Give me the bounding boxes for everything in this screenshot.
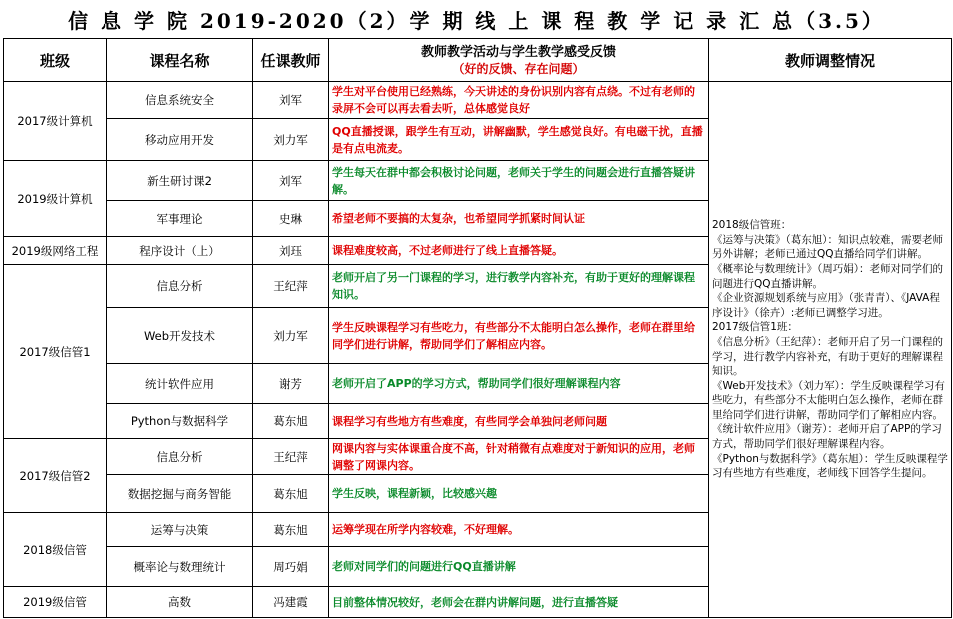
header-feedback — [329, 39, 709, 82]
feedback-cell: 老师对同学们的问题进行QQ直播讲解 — [329, 547, 709, 587]
course-cell: 军事理论 — [107, 201, 253, 237]
class-cell: 2019级计算机 — [4, 161, 107, 237]
teacher-cell: 王纪萍 — [253, 265, 329, 308]
header-teacher: 任课教师 — [253, 39, 329, 82]
class-cell: 2018级信管 — [4, 513, 107, 587]
course-cell: 高数 — [107, 587, 253, 618]
feedback-cell: 课程难度较高，不过老师进行了线上直播答疑。 — [329, 237, 709, 265]
teacher-cell: 史琳 — [253, 201, 329, 237]
table-row — [4, 82, 952, 119]
page-title: 信 息 学 院 2019-2020（2）学 期 线 上 课 程 教 学 记 录 汇 总（3.5） — [68, 8, 885, 33]
course-cell: Web开发技术 — [107, 308, 253, 364]
feedback-cell: 目前整体情况较好，老师会在群内讲解问题，进行直播答疑 — [329, 587, 709, 618]
adjustment-line: 《统计软件应用》（谢芳）：老师开启了APP的学习方式，帮助同学们很好理解课程内容。 — [712, 423, 942, 451]
course-cell: Python与数据科学 — [107, 404, 253, 439]
adjustment-line: 《Python与数据科学》（葛东旭）：学生反映课程学习有些地方有些难度，老师线下回答学生提问。 — [712, 452, 948, 480]
course-cell: 信息系统安全 — [107, 82, 253, 119]
course-cell: 移动应用开发 — [107, 119, 253, 161]
feedback-cell: QQ直播授课，跟学生有互动，讲解幽默，学生感觉良好。有电磁干扰，直播是有点电流麦。 — [329, 119, 709, 161]
feedback-cell: 课程学习有些地方有些难度，有些同学会单独问老师问题 — [329, 404, 709, 439]
feedback-cell: 网课内容与实体课重合度不高，针对稍微有点难度对于新知识的应用，老师调整了网课内容。 — [329, 439, 709, 475]
class-cell: 2017级信管2 — [4, 439, 107, 513]
teacher-cell: 葛东旭 — [253, 475, 329, 513]
adjustment-line: 《企业资源规划系统与应用》（张青青）、《JAVA程序设计》（徐卉）:老师已调整学习进。 — [712, 292, 940, 319]
feedback-cell: 学生反映，课程新颖，比较感兴趣 — [329, 475, 709, 513]
course-cell: 新生研讨课2 — [107, 161, 253, 201]
teacher-cell: 刘军 — [253, 82, 329, 119]
teacher-cell: 刘力军 — [253, 308, 329, 364]
teacher-cell: 刘力军 — [253, 119, 329, 161]
adjustment-line: 《Web开发技术》（刘力军）：学生反映课程学习有些吃力，有些部分不太能明白怎么操作，老师在群里给同学们进行讲解，帮助同学们了解相应内容。 — [712, 379, 945, 421]
header-row — [4, 39, 952, 82]
class-cell: 2019级信管 — [4, 587, 107, 618]
summary-table — [3, 38, 952, 618]
feedback-cell: 希望老师不要搞的太复杂，也希望同学抓紧时间认证 — [329, 201, 709, 237]
feedback-cell: 学生反映课程学习有些吃力，有些部分不太能明白怎么操作，老师在群里给同学们进行讲解，帮助同学们了解相应内容。 — [329, 308, 709, 364]
adjustment-line: 《运筹与决策》（葛东旭）：知识点较难，需要老师另外讲解；老师已通过QQ直播给同学们讲解。 — [712, 233, 943, 261]
teacher-cell: 葛东旭 — [253, 513, 329, 547]
feedback-cell: 学生每天在群中都会积极讨论问题，老师关于学生的问题会进行直播答疑讲解。 — [329, 161, 709, 201]
feedback-cell: 运筹学现在所学内容较难，不好理解。 — [329, 513, 709, 547]
teacher-cell: 刘珏 — [253, 237, 329, 265]
teacher-cell: 刘军 — [253, 161, 329, 201]
class-cell: 2017级计算机 — [4, 82, 107, 161]
course-cell: 概率论与数理统计 — [107, 547, 253, 587]
teacher-cell: 葛东旭 — [253, 404, 329, 439]
adjustment-line: 2017级信管1班： — [712, 321, 798, 334]
adjustment-line: 《概率论与数理统计》（周巧娟）：老师对同学们的问题进行QQ直播讲解。 — [712, 262, 943, 290]
class-cell: 2017级信管1 — [4, 265, 107, 439]
adjustment-line: 《信息分析》（王纪萍）：老师开启了另一门课程的学习，进行教学内容补充，有助于更好的理解课程知识。 — [712, 335, 943, 378]
feedback-cell: 学生对平台使用已经熟练，今天讲述的身份识别内容有点绕。不过有老师的录屏不会可以再去看去听，总体感觉良好 — [329, 82, 709, 119]
course-cell: 运筹与决策 — [107, 513, 253, 547]
teacher-cell: 周巧娟 — [253, 547, 329, 587]
header-feedback-sub: （好的反馈、存在问题） — [452, 61, 585, 76]
course-cell: 统计软件应用 — [107, 364, 253, 404]
header-course: 课程名称 — [107, 39, 253, 82]
feedback-cell: 老师开启了APP的学习方式，帮助同学们很好理解课程内容 — [329, 364, 709, 404]
adjustment-cell — [709, 82, 952, 618]
class-cell: 2019级网络工程 — [4, 237, 107, 265]
header-class: 班级 — [4, 39, 107, 82]
teacher-cell: 冯建霞 — [253, 587, 329, 618]
course-cell: 信息分析 — [107, 439, 253, 475]
feedback-cell: 老师开启了另一门课程的学习，进行教学内容补充，有助于更好的理解课程知识。 — [329, 265, 709, 308]
course-cell: 信息分析 — [107, 265, 253, 308]
teacher-cell: 王纪萍 — [253, 439, 329, 475]
header-adjust: 教师调整情况 — [709, 39, 952, 82]
course-cell: 数据挖掘与商务智能 — [107, 475, 253, 513]
course-cell: 程序设计（上） — [107, 237, 253, 265]
teacher-cell: 谢芳 — [253, 364, 329, 404]
header-feedback-label: 教师教学活动与学生教学感受反馈 — [420, 44, 616, 60]
adjustment-line: 2018级信管班： — [712, 219, 792, 232]
